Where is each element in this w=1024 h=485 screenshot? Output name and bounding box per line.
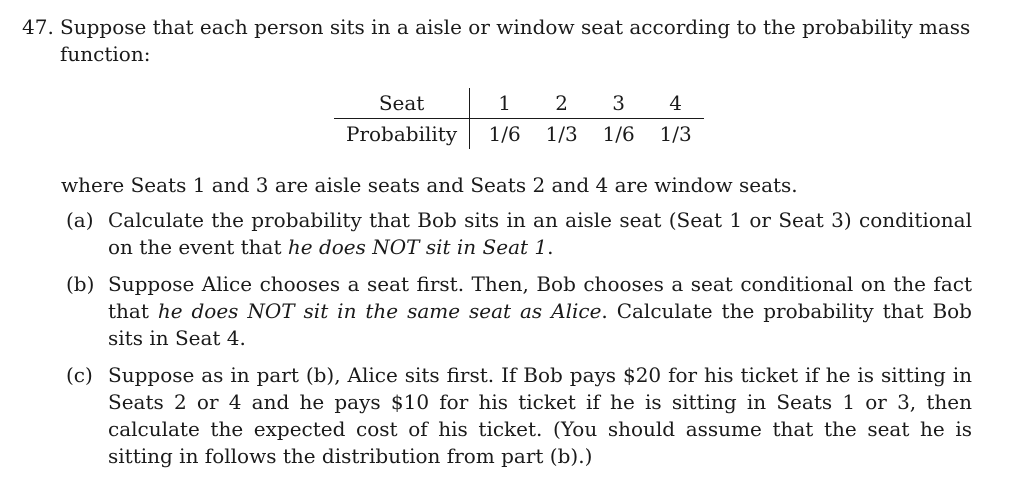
pmf-table [334,88,704,149]
problem-number: 47. [22,15,54,39]
probability-cell: 1/3 [545,122,578,146]
part-b-label: (b) [66,272,95,296]
part-b-body [66,271,972,352]
part-b-text-end: . Calculate the probability that Bob sits in Seat 4. [108,299,972,350]
part-c-body [66,362,972,470]
part-c [66,362,972,470]
pmf-probability-row [334,119,704,150]
problem-statement [22,14,982,68]
seat-cell: 4 [647,88,704,119]
seat-cell: 1 [470,88,534,119]
where-text: where Seats 1 and 3 are aisle seats and Seats 2 and 4 are window seats. [61,173,798,197]
probability-cell: 1/6 [602,122,635,146]
part-a-text-end: . [547,235,554,259]
part-a-body [66,207,972,261]
seat-cell: 3 [590,88,647,119]
part-a-italic: he does NOT sit in Seat 1 [287,235,548,259]
part-b-italic: he does NOT sit in the same seat as Alice [157,299,602,323]
pmf-header-label: Seat [334,88,470,119]
part-a-label: (a) [66,208,94,232]
part-b [66,271,972,352]
part-b-text: Suppose Alice chooses a seat first. Then, Bob chooses a seat conditional on the fact that [108,272,972,323]
problem-intro-line2: function: [60,42,151,66]
seat-cell: 2 [533,88,590,119]
problem-intro-line1: Suppose that each person sits in a aisle or window seat according to the probability mass [60,15,971,39]
part-c-text: Suppose as in part (b), Alice sits first. If Bob pays $20 for his ticket if he is sitting in Seats 2 or 4 and he pays $10 for his ticket if he is sitting in Seats 1 or 3, then calculate the expected cost of his ticket. (You should assume that the seat he is sitting in follows the distribution from part (b).) [108,363,972,468]
part-a [66,207,972,261]
pmf-row-label: Probability [334,119,470,150]
part-c-label: (c) [66,363,93,387]
pmf-header-row [334,88,704,119]
probability-cell: 1/3 [659,122,692,146]
part-a-text: Calculate the probability that Bob sits in an aisle seat (Seat 1 or Seat 3) conditional on the event that [108,208,972,259]
probability-cell: 1/6 [488,122,521,146]
